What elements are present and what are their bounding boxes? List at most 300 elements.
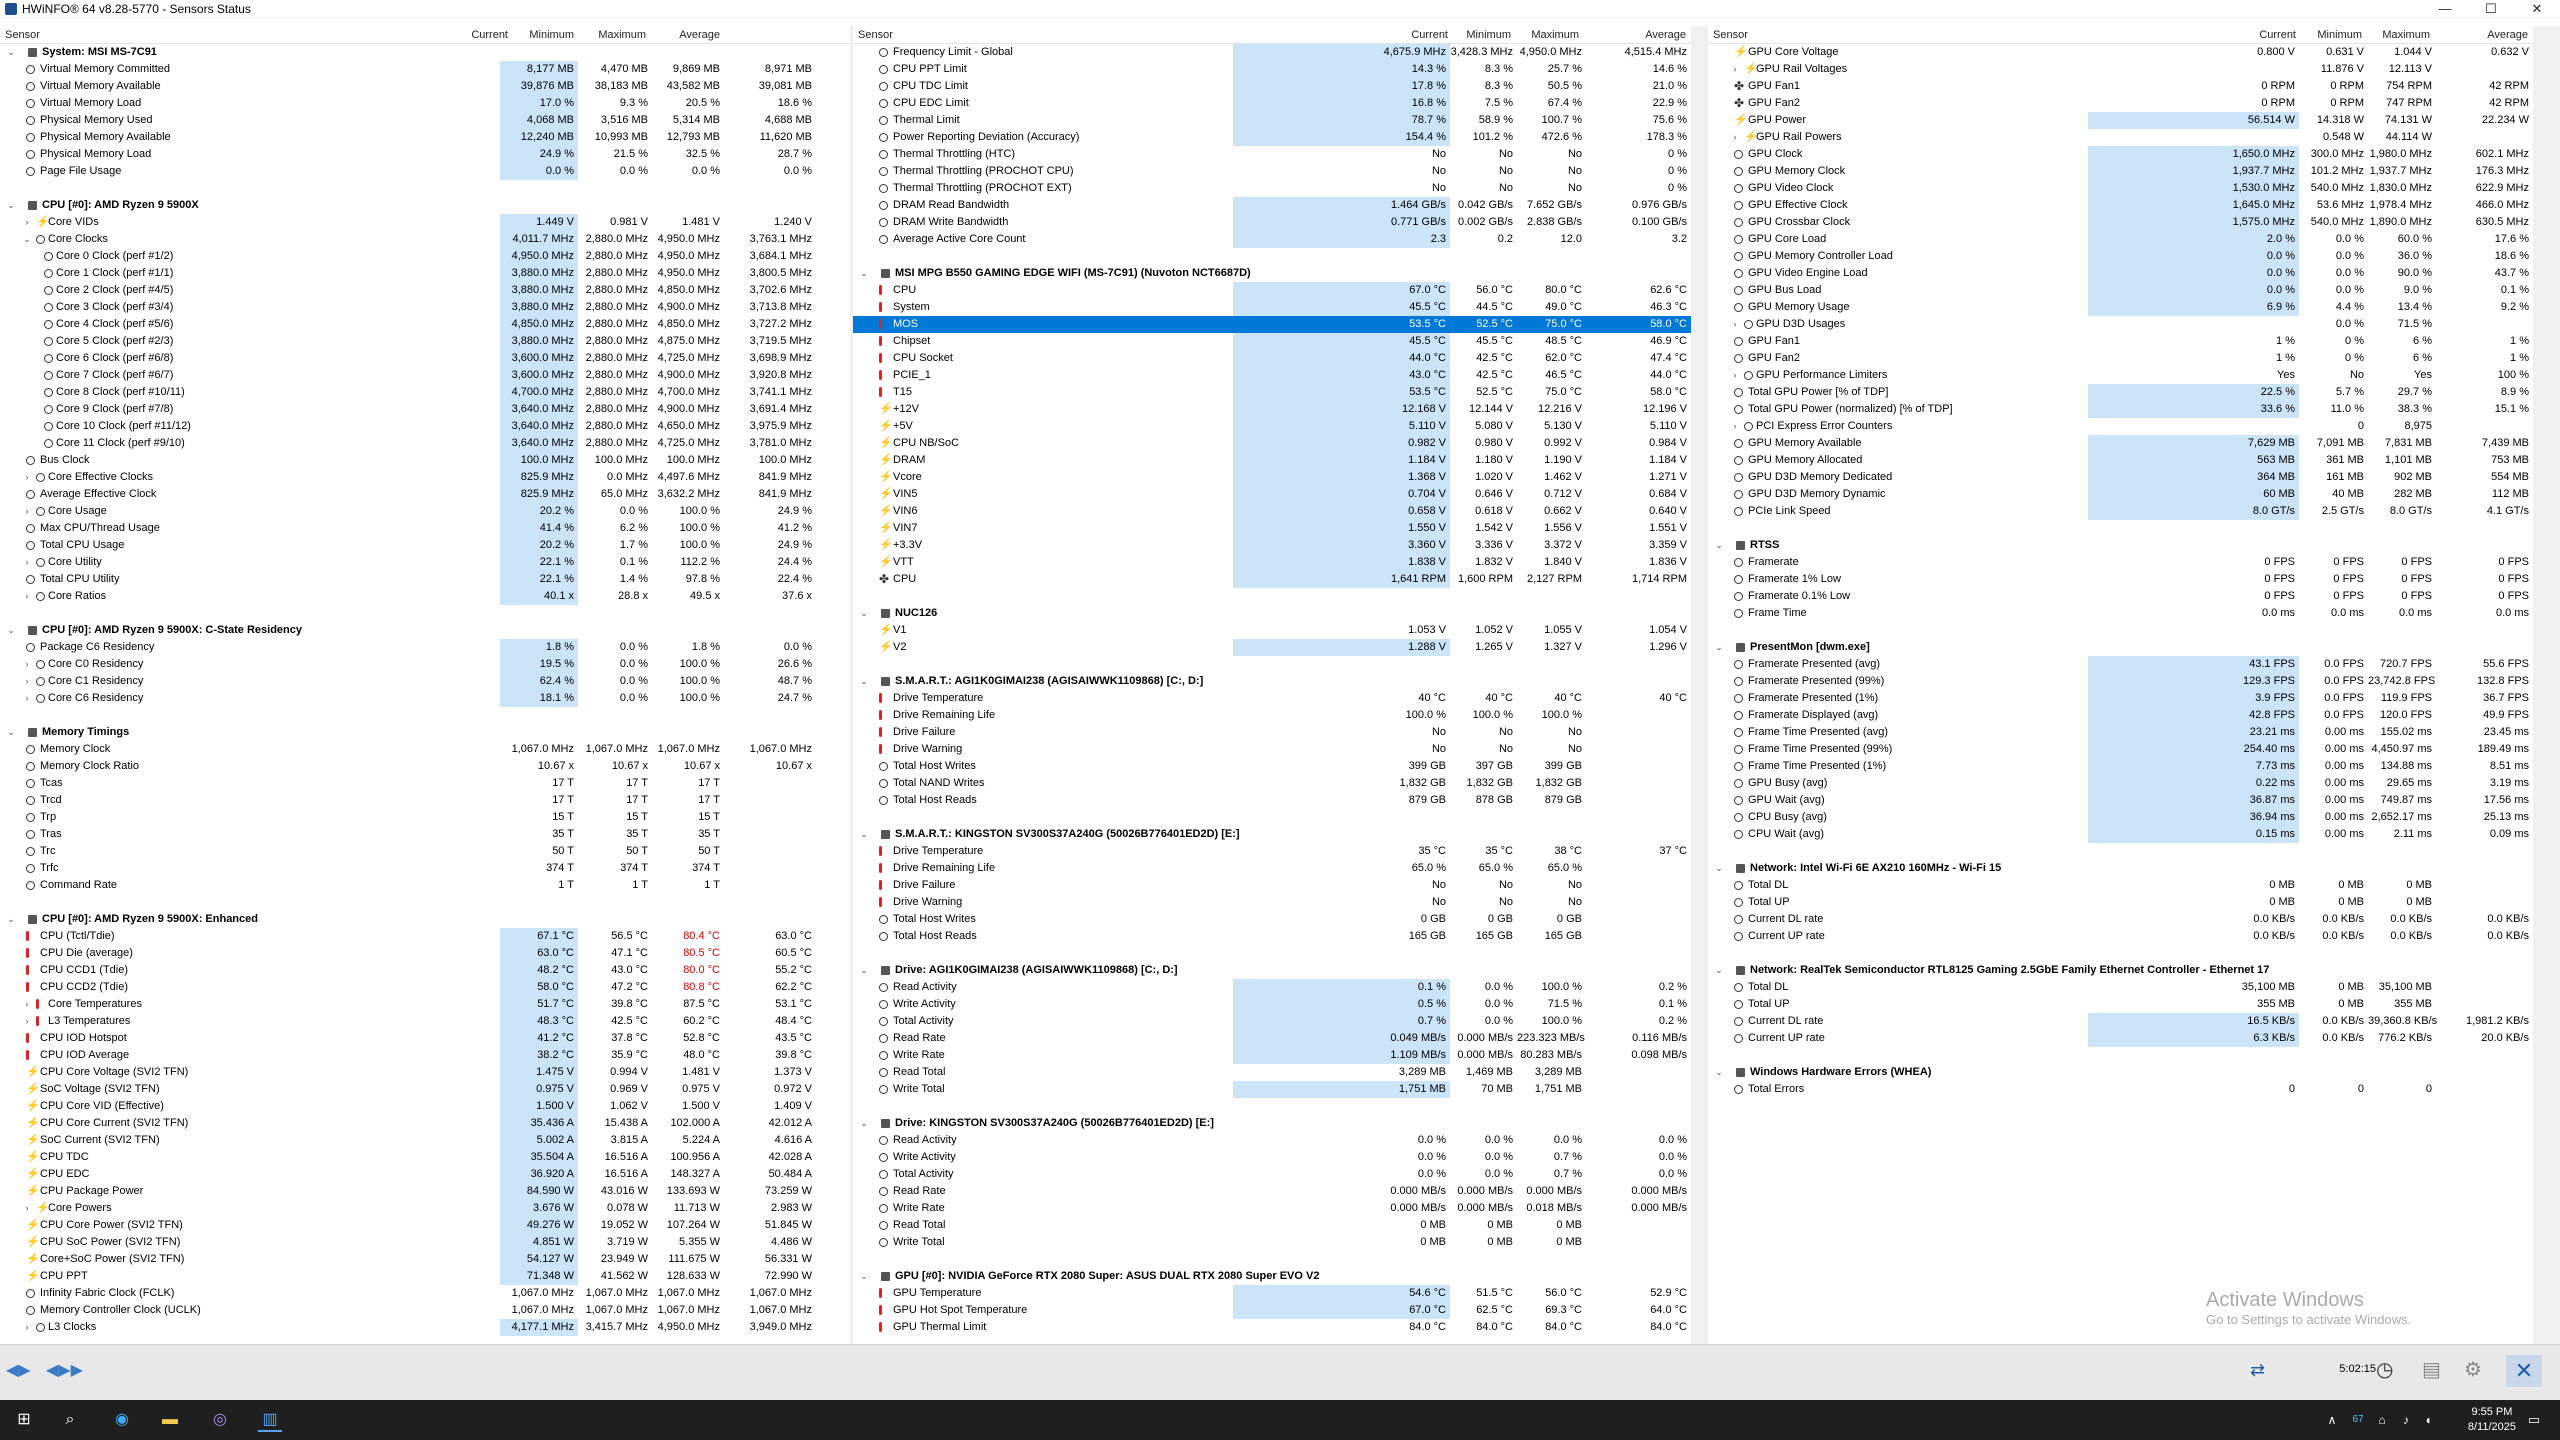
sensor-row[interactable] [1708,282,2533,299]
sensor-row[interactable] [853,1064,1691,1081]
sensor-group-row[interactable] [1708,860,2533,877]
sensor-row[interactable] [853,1234,1691,1251]
sensor-row[interactable] [1708,1081,2533,1098]
sensor-row[interactable] [853,129,1691,146]
maximize-button[interactable]: ☐ [2485,1,2497,16]
sensor-row[interactable] [853,554,1691,571]
value-current: 0.15 ms [2088,826,2299,843]
sensor-row[interactable] [1708,1030,2533,1047]
status-bar [0,1344,2560,1400]
sensor-row[interactable] [853,1149,1691,1166]
sensor-row[interactable] [853,843,1691,860]
sensor-row[interactable] [1708,112,2533,129]
column-header-maximum[interactable]: Maximum [1531,29,1579,41]
sensor-row[interactable] [0,486,850,503]
clock-icon [879,1204,888,1213]
sensor-row[interactable] [853,503,1691,520]
sensor-row[interactable] [1708,877,2533,894]
sensor-row[interactable] [0,299,850,316]
sensor-row[interactable] [853,775,1691,792]
sensor-group-row[interactable] [853,826,1691,843]
sensor-row[interactable] [853,877,1691,894]
column-header-current[interactable]: Current [1411,29,1448,41]
sensor-row[interactable] [0,1081,850,1098]
collapse-toggle-icon[interactable]: ⌄ [1715,642,1723,652]
sensor-row[interactable] [0,1098,850,1115]
sensor-row[interactable] [1708,894,2533,911]
expand-toggle-icon[interactable]: › [1733,319,1737,329]
collapse-toggle-icon[interactable]: ⌄ [860,268,868,278]
sensor-row[interactable] [0,248,850,265]
sensor-row[interactable] [1708,741,2533,758]
sensor-row[interactable] [1708,503,2533,520]
sensor-row[interactable] [0,1285,850,1302]
sensor-group-row[interactable] [0,622,850,639]
sensor-row[interactable] [0,503,850,520]
sensor-row[interactable] [0,843,850,860]
sensor-row[interactable] [0,758,850,775]
value-maximum [1517,673,1586,690]
column-header-minimum[interactable]: Minimum [2317,29,2362,41]
sensor-group-row[interactable] [853,673,1691,690]
sensor-row[interactable] [1708,350,2533,367]
sensor-row[interactable] [1708,792,2533,809]
sensor-row[interactable] [0,1149,850,1166]
sensor-row[interactable] [0,877,850,894]
sensor-row[interactable] [0,1319,850,1336]
value-minimum: 0 FPS [2333,556,2364,568]
sensor-row[interactable] [853,690,1691,707]
sensor-row[interactable] [853,1319,1691,1336]
close-window-button[interactable]: ✕ [2531,1,2543,16]
column-header-maximum[interactable]: Maximum [2382,29,2430,41]
speaker-icon[interactable]: ♪ [2403,1413,2409,1427]
sensor-row[interactable] [0,1115,850,1132]
value-minimum: 84.0 °C [1476,1321,1513,1333]
sensor-row[interactable] [1708,571,2533,588]
sensor-row[interactable] [853,792,1691,809]
sensor-row[interactable] [1708,78,2533,95]
collapse-toggle-icon[interactable]: ⌄ [7,625,15,635]
column-header-maximum[interactable]: Maximum [598,29,646,41]
sensor-row[interactable] [853,1047,1691,1064]
sensor-row[interactable] [0,809,850,826]
sensor-pane-2[interactable] [853,26,1691,1344]
sensor-row[interactable] [1708,384,2533,401]
sensor-row[interactable] [853,1302,1691,1319]
skip-arrows-icon[interactable]: ◀▶▶ [46,1362,83,1379]
sensor-group-row[interactable] [853,265,1691,282]
sensor-row[interactable] [853,112,1691,129]
sensor-row[interactable] [853,146,1691,163]
sensor-row[interactable] [853,384,1691,401]
file-explorer-icon[interactable]: ▬ [162,1411,178,1428]
sensor-row[interactable] [1708,656,2533,673]
sensor-row[interactable] [1708,435,2533,452]
sensor-row[interactable] [1708,401,2533,418]
collapse-toggle-icon[interactable]: ⌄ [7,200,15,210]
sensor-row[interactable] [1708,469,2533,486]
edge-browser-icon[interactable]: ◉ [115,1411,129,1428]
sensor-pane-1[interactable] [0,26,850,1344]
sensor-row[interactable] [853,520,1691,537]
close-sensors-icon[interactable]: ✕ [2506,1355,2542,1387]
sensor-row[interactable] [0,1132,850,1149]
sensor-row[interactable] [0,112,850,129]
expand-toggle-icon[interactable]: › [25,506,29,516]
sensor-row[interactable] [0,214,850,231]
sensor-row[interactable] [0,384,850,401]
column-header-sensor[interactable]: Sensor [5,29,40,41]
search-icon[interactable]: ⌕ [65,1411,75,1428]
sensor-group-row[interactable] [0,911,850,928]
sensor-row[interactable] [853,231,1691,248]
sensor-row[interactable] [853,1132,1691,1149]
expand-toggle-icon[interactable]: › [25,1016,29,1026]
expand-toggle-icon[interactable]: › [25,999,29,1009]
sensor-group-row[interactable] [853,605,1691,622]
value-average: 1.551 V [1649,522,1687,534]
expand-toggle-icon[interactable]: › [25,659,29,669]
sensor-row[interactable] [0,1234,850,1251]
sensor-row[interactable] [0,826,850,843]
column-header-average[interactable]: Average [1645,29,1686,41]
value-maximum: 4,725.0 MHz [657,352,720,364]
sensor-row[interactable] [0,1166,850,1183]
sensor-row[interactable] [1708,758,2533,775]
sensor-group-row[interactable] [1708,962,2533,979]
column-header-sensor[interactable]: Sensor [1713,29,1748,41]
sensor-row[interactable] [853,469,1691,486]
sensor-row[interactable] [853,860,1691,877]
expand-toggle-icon[interactable]: › [25,557,29,567]
sensor-row[interactable] [1708,554,2533,571]
expand-toggle-icon[interactable]: › [25,1322,29,1332]
report-icon[interactable]: ▤ [2422,1359,2441,1381]
chevron-up-icon[interactable]: ∧ [2327,1413,2337,1427]
sensor-row[interactable] [853,61,1691,78]
sensor-row[interactable] [853,163,1691,180]
sensor-row[interactable] [853,639,1691,656]
sensor-group-row[interactable] [1708,537,2533,554]
sensor-row[interactable] [0,95,850,112]
sensor-row[interactable] [0,775,850,792]
sensor-row[interactable] [0,146,850,163]
sensor-group-row[interactable] [853,962,1691,979]
column-header-minimum[interactable]: Minimum [529,29,574,41]
sensor-row[interactable] [1708,95,2533,112]
column-header-minimum[interactable]: Minimum [1466,29,1511,41]
expand-toggle-icon[interactable]: › [25,472,29,482]
sensor-row[interactable] [1708,775,2533,792]
sensor-row[interactable] [0,231,850,248]
value-maximum: 12.0 [1560,233,1582,245]
sensor-row[interactable] [0,367,850,384]
value-average [2436,129,2533,146]
collapse-toggle-icon[interactable]: ⌄ [23,234,31,244]
expand-toggle-icon[interactable]: › [1733,370,1737,380]
sensor-row[interactable] [853,197,1691,214]
sensor-row[interactable] [853,622,1691,639]
sensor-row[interactable] [1708,316,2533,333]
sensor-row[interactable] [0,316,850,333]
collapse-toggle-icon[interactable]: ⌄ [7,914,15,924]
sensor-row[interactable] [0,1183,850,1200]
value-minimum: 0.0 % [619,641,648,653]
tray-temp-readout[interactable]: 67 [2352,1414,2364,1425]
notification-icon[interactable]: ▭ [2527,1412,2541,1427]
sensor-row[interactable] [0,1200,850,1217]
sensor-row[interactable] [0,979,850,996]
sensor-row[interactable] [0,962,850,979]
sensor-row[interactable] [1708,826,2533,843]
value-average: 1.296 V [1649,641,1687,653]
minimize-button[interactable]: — [2438,1,2452,16]
collapse-toggle-icon[interactable]: ⌄ [1715,863,1723,873]
sensor-row[interactable] [853,486,1691,503]
value-maximum: 52.8 °C [683,1032,720,1044]
sensor-row[interactable] [0,78,850,95]
sensor-row[interactable] [853,316,1691,333]
sensor-row[interactable] [0,333,850,350]
settings-icon[interactable]: ⚙ [2464,1359,2482,1381]
volume-icon[interactable]: ◖ [2424,1413,2432,1427]
sensor-row[interactable] [1708,809,2533,826]
sensor-row[interactable] [853,452,1691,469]
sensor-row[interactable] [0,945,850,962]
network-icon[interactable]: ⌂ [2378,1413,2386,1427]
expand-toggle-icon[interactable]: › [25,1203,29,1213]
sensor-row[interactable] [0,401,850,418]
network-toggle-icon[interactable]: ⇄ [2250,1360,2266,1380]
collapse-toggle-icon[interactable]: ⌄ [1715,540,1723,550]
sensor-row[interactable] [1708,1013,2533,1030]
sensor-row[interactable] [1708,146,2533,163]
sensor-row[interactable] [853,1200,1691,1217]
sensor-row[interactable] [0,1268,850,1285]
column-header-sensor[interactable]: Sensor [858,29,893,41]
sensor-group-row[interactable] [853,1115,1691,1132]
sensor-row[interactable] [0,1217,850,1234]
sensor-row[interactable] [853,724,1691,741]
sensor-row[interactable] [853,1166,1691,1183]
sensor-row[interactable] [853,95,1691,112]
value-current: 825.9 MHz [500,486,578,503]
sensor-row[interactable] [1708,44,2533,61]
app-icon[interactable]: ◎ [213,1411,227,1428]
sensor-row[interactable] [0,673,850,690]
collapse-toggle-icon[interactable]: ⌄ [860,1118,868,1128]
sensor-row[interactable] [0,1064,850,1081]
stopwatch-icon[interactable]: ◷ [2376,1359,2394,1381]
sensor-row[interactable] [0,282,850,299]
sensor-row[interactable] [1708,180,2533,197]
value-maximum: 10.67 x [683,760,720,772]
sensor-row[interactable] [853,928,1691,945]
value-average: 753 MB [2491,454,2529,466]
sensor-row[interactable] [1708,724,2533,741]
sensor-row[interactable] [0,792,850,809]
sensor-row[interactable] [0,1302,850,1319]
sensor-row[interactable] [0,435,850,452]
taskbar-clock[interactable] [2468,1405,2516,1435]
sensor-row[interactable] [853,282,1691,299]
sensor-row[interactable] [1708,979,2533,996]
collapse-toggle-icon[interactable]: ⌄ [7,727,15,737]
sensor-row[interactable] [1708,605,2533,622]
value-minimum: 0 FPS [2333,573,2364,585]
sensor-row[interactable] [1708,673,2533,690]
sensor-row[interactable] [0,656,850,673]
sensor-row[interactable] [0,452,850,469]
value-maximum: 48.5 °C [1545,335,1582,347]
sensor-row[interactable] [1708,928,2533,945]
collapse-toggle-icon[interactable]: ⌄ [7,47,15,57]
sensor-row[interactable] [0,520,850,537]
sensor-row[interactable] [0,1047,850,1064]
sensor-row[interactable] [853,367,1691,384]
sensor-row[interactable] [0,690,850,707]
sensor-group-row[interactable] [0,197,850,214]
sensor-row[interactable] [0,1030,850,1047]
expand-toggle-icon[interactable]: › [25,676,29,686]
sensor-row[interactable] [853,1285,1691,1302]
sensor-row[interactable] [1708,299,2533,316]
collapse-toggle-icon[interactable]: ⌄ [860,1271,868,1281]
sensor-row[interactable] [1708,265,2533,282]
sensor-row[interactable] [0,1251,850,1268]
value-current [1233,605,1450,622]
sensor-row[interactable] [853,44,1691,61]
sensor-row[interactable] [853,707,1691,724]
sensor-row[interactable] [1708,707,2533,724]
sensor-row[interactable] [1708,911,2533,928]
sensor-row[interactable] [0,928,850,945]
sensor-row[interactable] [1708,996,2533,1013]
watermark-title: Activate Windows [2206,1289,2364,1311]
sensor-row[interactable] [1708,61,2533,78]
back-arrows-icon[interactable]: ◀▶ [6,1362,31,1379]
sensor-row[interactable] [853,758,1691,775]
sensor-row[interactable] [853,435,1691,452]
sensor-row[interactable] [1708,333,2533,350]
sensor-row[interactable] [0,469,850,486]
sensor-row[interactable] [853,1030,1691,1047]
expand-toggle-icon[interactable]: › [1733,421,1737,431]
sensor-row[interactable] [853,1081,1691,1098]
sensor-row[interactable] [853,1217,1691,1234]
sensor-row[interactable] [0,554,850,571]
sensor-row[interactable] [1708,214,2533,231]
sensor-row[interactable] [1708,588,2533,605]
hwinfo-taskbar-icon[interactable]: ▥ [258,1408,282,1432]
collapse-toggle-icon[interactable]: ⌄ [860,676,868,686]
sensor-row[interactable] [853,78,1691,95]
expand-toggle-icon[interactable]: › [25,591,29,601]
sensor-row[interactable] [853,401,1691,418]
sensor-row[interactable] [853,894,1691,911]
sensor-row[interactable] [853,214,1691,231]
sensor-row[interactable] [853,537,1691,554]
sensor-row[interactable] [0,996,850,1013]
sensor-row[interactable] [0,588,850,605]
sensor-row[interactable] [853,741,1691,758]
expand-toggle-icon[interactable]: › [25,693,29,703]
expand-toggle-icon[interactable]: › [1733,64,1737,74]
sensor-row[interactable] [1708,418,2533,435]
column-header-current[interactable]: Current [2259,29,2296,41]
collapse-toggle-icon[interactable]: ⌄ [1715,1067,1723,1077]
sensor-group-row[interactable] [1708,639,2533,656]
sensor-row[interactable] [853,996,1691,1013]
value-current [2088,61,2299,78]
sensor-row[interactable] [1708,129,2533,146]
sensor-row[interactable] [1708,486,2533,503]
sensor-row[interactable] [853,180,1691,197]
sensor-row[interactable] [0,639,850,656]
sensor-row[interactable] [0,741,850,758]
column-header-average[interactable]: Average [2487,29,2528,41]
value-current: No [1431,726,1446,738]
column-header-current[interactable]: Current [471,29,508,41]
sensor-row[interactable] [1708,163,2533,180]
sensor-row[interactable] [0,350,850,367]
sensor-row[interactable] [0,129,850,146]
column-header-average[interactable]: Average [679,29,720,41]
sensor-group-row[interactable] [1708,1064,2533,1081]
sensor-row[interactable] [853,418,1691,435]
sensor-row[interactable] [0,537,850,554]
sensor-row[interactable] [0,265,850,282]
sensor-row[interactable] [1708,367,2533,384]
sensor-row[interactable] [853,571,1691,588]
sensor-row[interactable] [0,571,850,588]
sensor-group-row[interactable] [0,724,850,741]
sensor-row[interactable] [853,1013,1691,1030]
expand-toggle-icon[interactable]: › [1733,132,1737,142]
sensor-row[interactable] [1708,197,2533,214]
sensor-row[interactable] [853,911,1691,928]
collapse-toggle-icon[interactable]: ⌄ [860,608,868,618]
expand-toggle-icon[interactable]: › [25,217,29,227]
sensor-row[interactable] [853,1183,1691,1200]
sensor-row[interactable] [1708,690,2533,707]
sensor-group-row[interactable] [0,44,850,61]
clock-icon [879,133,888,142]
sensor-row[interactable] [0,1013,850,1030]
sensor-row[interactable] [0,418,850,435]
sensor-row[interactable] [853,979,1691,996]
sensor-row[interactable] [0,860,850,877]
sensor-row[interactable] [853,333,1691,350]
sensor-row[interactable] [0,61,850,78]
start-icon[interactable]: ⊞ [17,1411,31,1428]
collapse-toggle-icon[interactable]: ⌄ [860,829,868,839]
collapse-toggle-icon[interactable]: ⌄ [1715,965,1723,975]
sensor-row[interactable] [1708,248,2533,265]
value-minimum: 62.5 °C [1476,1304,1513,1316]
sensor-row[interactable] [853,350,1691,367]
value-average: 1,714 RPM [1631,573,1687,585]
collapse-toggle-icon[interactable]: ⌄ [860,965,868,975]
clock-icon [879,1136,888,1145]
sensor-row[interactable] [853,299,1691,316]
sensor-row[interactable] [0,163,850,180]
sensor-row[interactable] [1708,452,2533,469]
sensor-group-row[interactable] [853,1268,1691,1285]
sensor-row[interactable] [1708,231,2533,248]
sensor-pane-3[interactable] [1708,26,2533,1344]
